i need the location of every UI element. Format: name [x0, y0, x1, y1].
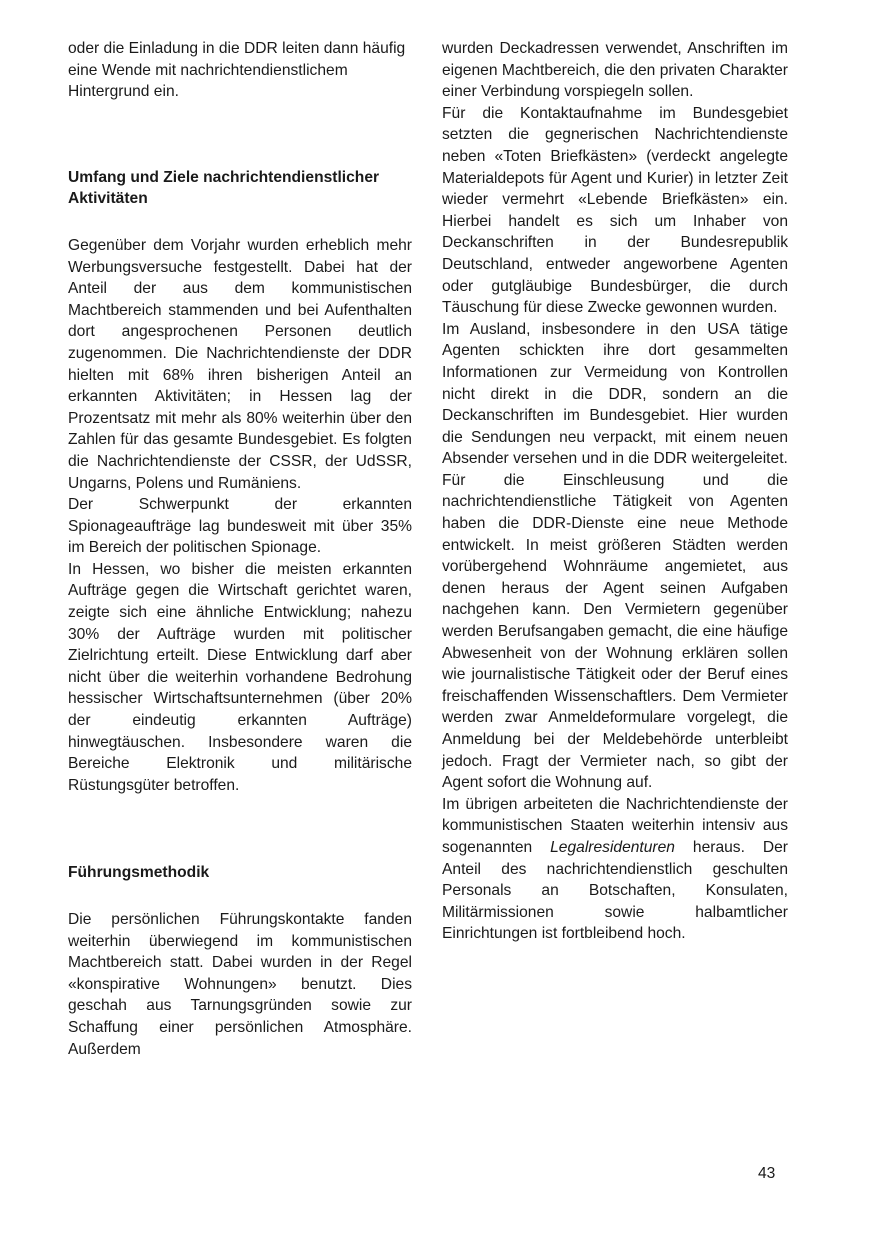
intro-paragraph: oder die Einladung in die DDR leiten dann häufig eine Wende mit nachrichtendienstlichem Hintergrund ein. [68, 40, 406, 101]
paragraph-einschleusung: Für die Einschleusung und die nachrichtendienstliche Tätigkeit von Agenten haben die DDR-Dienste eine neue Methode entwickelt. In meist größeren Städten werden vorübergehend Wohnräume angemietet, aus denen heraus der Agent seinen Aufgaben nachgehen kann. Den Vermietern gegenüber werden Berufsangaben gemacht, die eine häufige Abwesenheit von der Wohnung erklären sollen wie journalistische Tätigkeit oder der Beruf eines freischaffenden Wissenschaftlers. Dem Vermieter werden zwar Anmeldeformulare vorgelegt, die Anmeldung bei der Meldebehörde unterbleibt jedoch. Fragt der Vermieter nach, so gibt der Agent sofort die Wohnung auf. [442, 471, 788, 792]
paragraph-text: heraus. Der Anteil des nachrichtendienstlich geschulten Personals an Botschaften, Konsulaten, Militärmissionen sowie halbamtlicher Einrichtungen ist fortbleibend hoch. [442, 838, 788, 943]
paragraph-werbungsversuche: Gegenüber dem Vorjahr wurden erheblich mehr Werbungsversuche festgestellt. Dabei hat der Anteil der aus dem kommunistischen Machtbereich stammenden und bei Aufenthalten dort angesprochenen Personen deutlich zugenommen. Die Nachrichtendienste der DDR hielten mit 68% ihren bisherigen Anteil an erkannten Aktivitäten; in Hessen lag der Prozentsatz mit mehr als 80% weiterhin über den Zahlen für das gesamte Bundesgebiet. Es folgten die Nachrichtendienste der CSSR, der UdSSR, Ungarns, Polens und Rumäniens. [68, 236, 412, 492]
paragraph-hessen: In Hessen, wo bisher die meisten erkannten Aufträge gegen die Wirtschaft gerichtet waren, zeigte sich eine ähnliche Entwicklung; nahezu 30% der Aufträge wurden mit politischer Zielrichtung erteilt. Diese Entwicklung darf aber nicht über die weiterhin vorhandene Bedrohung hessischer Wirtschaftsunternehmen (über 20% der eindeutig erkannten Aufträge) hinwegtäuschen. Insbesondere waren die Bereiche Elektronik und militärische Rüstungsgüter betroffen. [68, 560, 412, 794]
italic-term: Legalresidenturen [550, 838, 675, 856]
paragraph-briefkaesten: Für die Kontaktaufnahme im Bundesgebiet setzten die gegnerischen Nachrichtendienste neben «Toten Briefkästen» (verdeckt angelegte Materialdepots für Agent und Kurier) in letzter Zeit wieder vermehrt «Lebende Briefkästen» ein. Hierbei handelt es sich um Inhaber von Deckanschriften in der Bundesrepublik Deutschland, entweder angeworbene Agenten oder gutgläubige Bundesbürger, die durch Täuschung für diese Zwecke gewonnen wurden. [442, 104, 788, 317]
section-heading-fuehrungsmethodik: Führungsmethodik [68, 864, 210, 882]
paragraph-text: Im übrigen arbeiteten die Nachrichtendienste der kommunistischen Staaten weiterhin intensiv aus sogenannten [442, 795, 788, 856]
paragraph-fuehrungskontakte: Die persönlichen Führungskontakte fanden weiterhin überwiegend im kommunistischen Machtbereich statt. Dabei wurden in der Regel «konspirative Wohnungen» benutzt. Dies geschah aus Tarnungsgründen sowie zur Schaffung einer persönlichen Atmosphäre. Außerdem [68, 911, 412, 1058]
left-column [68, 38, 412, 1060]
right-column [442, 38, 788, 945]
page-number: 43 [758, 1165, 776, 1182]
section-heading-umfang: Umfang und Ziele nachrichtendienstlicher Aktivitäten [68, 168, 380, 208]
paragraph-schwerpunkt: Der Schwerpunkt der erkannten Spionageaufträge lag bundesweit mit über 35% im Bereich der politischen Spionage. [68, 496, 412, 557]
paragraph-deckadressen: wurden Deckadressen verwendet, Anschriften im eigenen Machtbereich, die den privaten Charakter einer Verbindung vorspiegeln sollen. [442, 40, 788, 101]
paragraph-ausland: Im Ausland, insbesondere in den USA tätige Agenten schickten ihre dort gesammelten Informationen zur Vermeidung von Kontrollen nicht direkt in die DDR, sondern an die Deckanschriften im Bundesgebiet. Hier wurden die Sendungen neu verpackt, mit einem neuen Absender versehen und in die DDR weitergeleitet. [442, 320, 788, 468]
paragraph-legalresidenturen [442, 794, 788, 945]
